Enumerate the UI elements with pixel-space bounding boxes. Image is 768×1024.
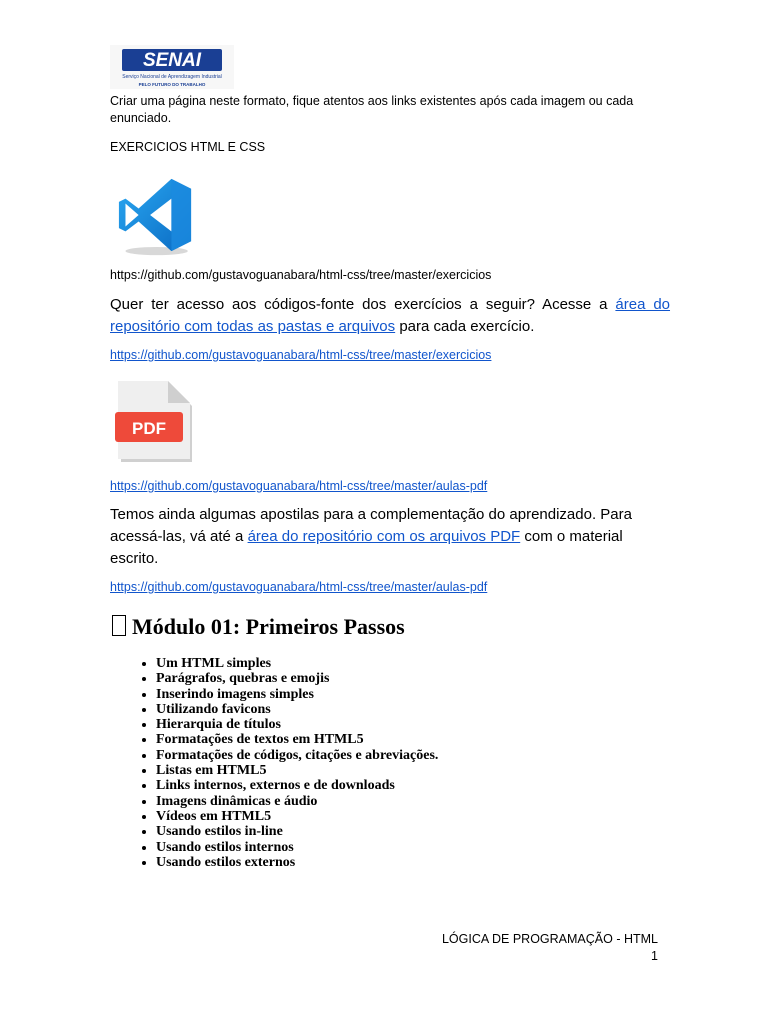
list-item: • Imagens dinâmicas e áudio <box>156 794 438 809</box>
list-item: • Parágrafos, quebras e emojis <box>156 671 438 686</box>
exercises-paragraph <box>110 294 670 338</box>
exercises-repo-link[interactable]: área do repositório com todas as pastas e arquivos <box>110 296 671 335</box>
footer-title: LÓGICA DE PROGRAMAÇÃO - HTML <box>441 932 658 946</box>
list-item: • Vídeos em HTML5 <box>156 809 438 824</box>
list-item: • Formatações de códigos, citações e abreviações. <box>156 748 438 763</box>
exercises-text-before: Quer ter acesso aos códigos-fonte dos exercícios a seguir? Acesse a <box>110 296 616 313</box>
logo-tagline: Serviço Nacional de Aprendizagem Industrial <box>122 74 222 80</box>
list-item: • Formatações de textos em HTML5 <box>156 732 438 747</box>
list-item: • Utilizando favicons <box>156 702 438 717</box>
module-title: Módulo 01: Primeiros Passos <box>132 614 405 639</box>
exercises-subtitle: EXERCICIOS HTML E CSS <box>110 140 266 154</box>
exercises-url-link[interactable]: https://github.com/gustavoguanabara/html-css/tree/master/exercicios <box>110 348 492 362</box>
pdf-url-link-top[interactable]: https://github.com/gustavoguanabara/html-css/tree/master/aulas-pdf <box>110 479 488 493</box>
exercises-url-text: https://github.com/gustavoguanabara/html-css/tree/master/exercicios <box>110 268 492 282</box>
pdf-repo-link[interactable]: área do repositório com os arquivos PDF <box>247 528 521 545</box>
list-item: • Hierarquia de títulos <box>156 717 438 732</box>
list-item: • Usando estilos internos <box>156 840 438 855</box>
list-item: • Links internos, externos e de downloads <box>156 778 438 793</box>
module-heading <box>110 612 405 642</box>
list-item: • Usando estilos externos <box>156 855 438 870</box>
pdf-paragraph <box>110 504 660 570</box>
pdf-file-icon <box>114 380 196 466</box>
module-topic-list <box>131 656 438 870</box>
page-footer <box>442 931 658 965</box>
senai-logo <box>110 45 234 89</box>
vscode-icon <box>112 174 198 256</box>
pdf-text-after: com o material escrito. <box>110 528 623 567</box>
list-item: • Listas em HTML5 <box>156 763 438 778</box>
pdf-url-link-bottom[interactable]: https://github.com/gustavoguanabara/html-css/tree/master/aulas-pdf <box>110 580 488 594</box>
list-item: • Um HTML simples <box>156 656 438 671</box>
logo-slogan: PELO FUTURO DO TRABALHO <box>138 82 206 87</box>
intro-text: Criar uma página neste formato, fique atentos aos links existentes após cada imagem ou cada enunciado. <box>110 94 634 125</box>
pdf-icon-label: PDF <box>132 419 166 438</box>
pdf-text-before: Temos ainda algumas apostilas para a complementação do aprendizado. Para acessá-las, vá até a <box>110 506 632 545</box>
list-item: • Inserindo imagens simples <box>156 687 438 702</box>
page-number: 1 <box>651 949 658 963</box>
exercises-text-after: para cada exercício. <box>395 318 535 335</box>
logo-wordmark: SENAI <box>142 50 202 71</box>
missing-glyph-icon <box>112 615 126 636</box>
list-item: • Usando estilos in-line <box>156 824 438 839</box>
